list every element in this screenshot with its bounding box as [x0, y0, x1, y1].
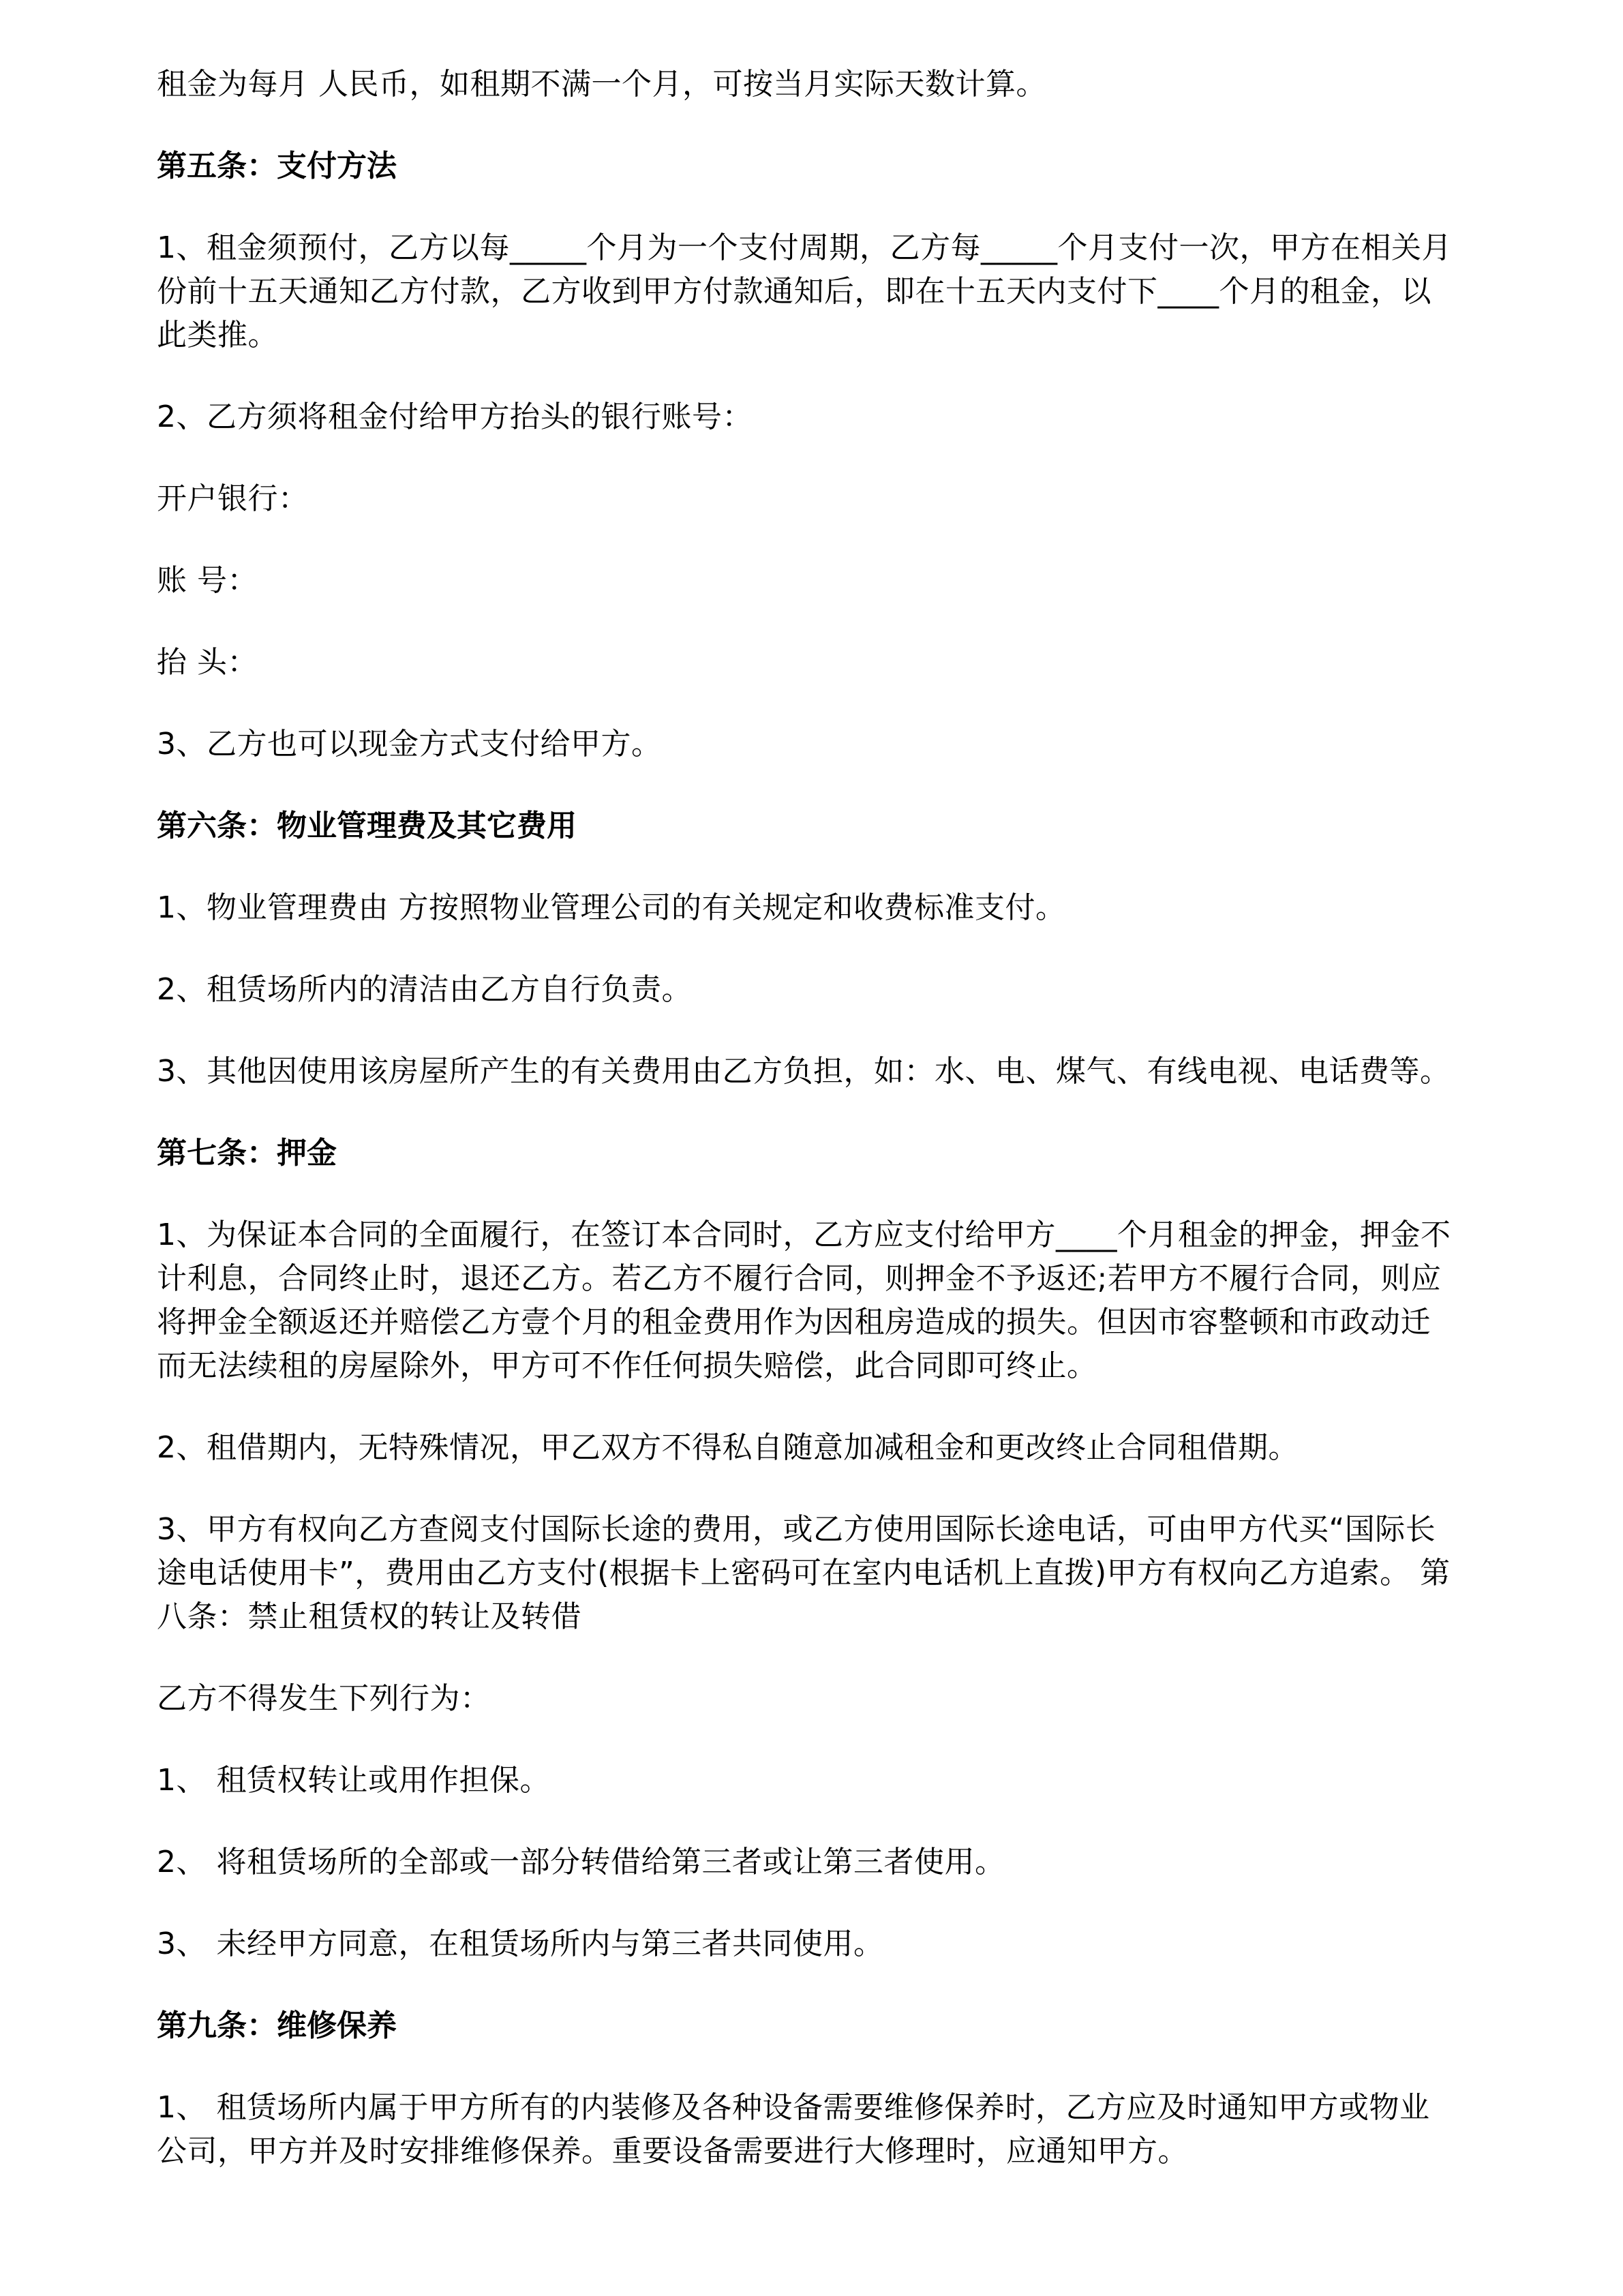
text-line: 八条：禁止租赁权的转让及转借 — [157, 1599, 581, 1634]
prohibited-act-2: 2、 将租赁场所的全部或一部分转借给第三者或让第三者使用。 — [157, 1845, 1005, 1879]
cleaning-paragraph: 2、租赁场所内的清洁由乙方自行负责。 — [157, 972, 692, 1007]
text-line: 途电话使用卡”，费用由乙方支付(根据卡上密码可在室内电话机上直拨)甲方有权向乙方追索。 第 — [157, 1556, 1451, 1590]
article-7-heading: 第七条：押金 — [157, 1136, 337, 1170]
account-holder-field: 抬 头： — [157, 645, 258, 680]
other-fees-paragraph: 3、其他因使用该房屋所产生的有关费用由乙方负担，如：水、电、煤气、有线电视、电话费等。 — [157, 1054, 1451, 1089]
document-page — [157, 63, 1510, 2211]
rent-amount-paragraph: 租金为每月 人民币，如租期不满一个月，可按当月实际天数计算。 — [157, 67, 1046, 102]
article-5-heading: 第五条：支付方法 — [157, 149, 397, 183]
account-number-field: 账 号： — [157, 563, 258, 598]
payment-cycle-paragraph — [157, 226, 1510, 357]
text-line: 将押金全额返还并赔偿乙方壹个月的租金费用作为因租房造成的损失。但因市容整顿和市政动迁 — [157, 1305, 1431, 1340]
text-line: 公司，甲方并及时安排维修保养。重要设备需要进行大修理时，应通知甲方。 — [157, 2134, 1188, 2169]
bank-name-field: 开户银行： — [157, 481, 309, 516]
bank-account-paragraph: 2、乙方须将租金付给甲方抬头的银行账号： — [157, 399, 753, 434]
text-line: 此类推。 — [157, 318, 278, 352]
text-line: 而无法续租的房屋除外，甲方可不作任何损失赔偿，此合同即可终止。 — [157, 1348, 1097, 1383]
deposit-paragraph — [157, 1213, 1510, 1388]
no-rent-change-paragraph: 2、租借期内，无特殊情况，甲乙双方不得私自随意加减租金和更改终止合同租借期。 — [157, 1430, 1299, 1465]
cash-payment-paragraph: 3、乙方也可以现金方式支付给甲方。 — [157, 727, 662, 761]
prohibited-act-1: 1、 租赁权转让或用作担保。 — [157, 1763, 550, 1798]
text-line: 1、为保证本合同的全面履行，在签订本合同时，乙方应支付给甲方____个月租金的押金，押金不 — [157, 1218, 1451, 1252]
maintenance-paragraph — [157, 2086, 1510, 2173]
text-line: 3、甲方有权向乙方查阅支付国际长途的费用，或乙方使用国际长途电话，可由甲方代买“国际长 — [157, 1512, 1436, 1547]
property-fee-paragraph: 1、物业管理费由 方按照物业管理公司的有关规定和收费标准支付。 — [157, 890, 1066, 925]
text-line: 计利息，合同终止时，退还乙方。若乙方不履行合同，则押金不予返还;若甲方不履行合同，则应 — [157, 1261, 1442, 1296]
article-6-heading: 第六条：物业管理费及其它费用 — [157, 809, 577, 843]
prohibited-act-3: 3、 未经甲方同意，在租赁场所内与第三者共同使用。 — [157, 1927, 884, 1961]
text-line: 份前十五天通知乙方付款，乙方收到甲方付款通知后，即在十五天内支付下____个月的租金，以 — [157, 274, 1431, 309]
article-9-heading: 第九条：维修保养 — [157, 2008, 397, 2043]
text-line: 1、 租赁场所内属于甲方所有的内装修及各种设备需要维修保养时，乙方应及时通知甲方或物业 — [157, 2090, 1430, 2125]
text-line: 1、租金须预付，乙方以每_____个月为一个支付周期，乙方每_____个月支付一次，甲方在相关月 — [157, 230, 1452, 265]
international-call-paragraph — [157, 1508, 1510, 1639]
prohibited-acts-intro: 乙方不得发生下列行为： — [157, 1681, 491, 1716]
